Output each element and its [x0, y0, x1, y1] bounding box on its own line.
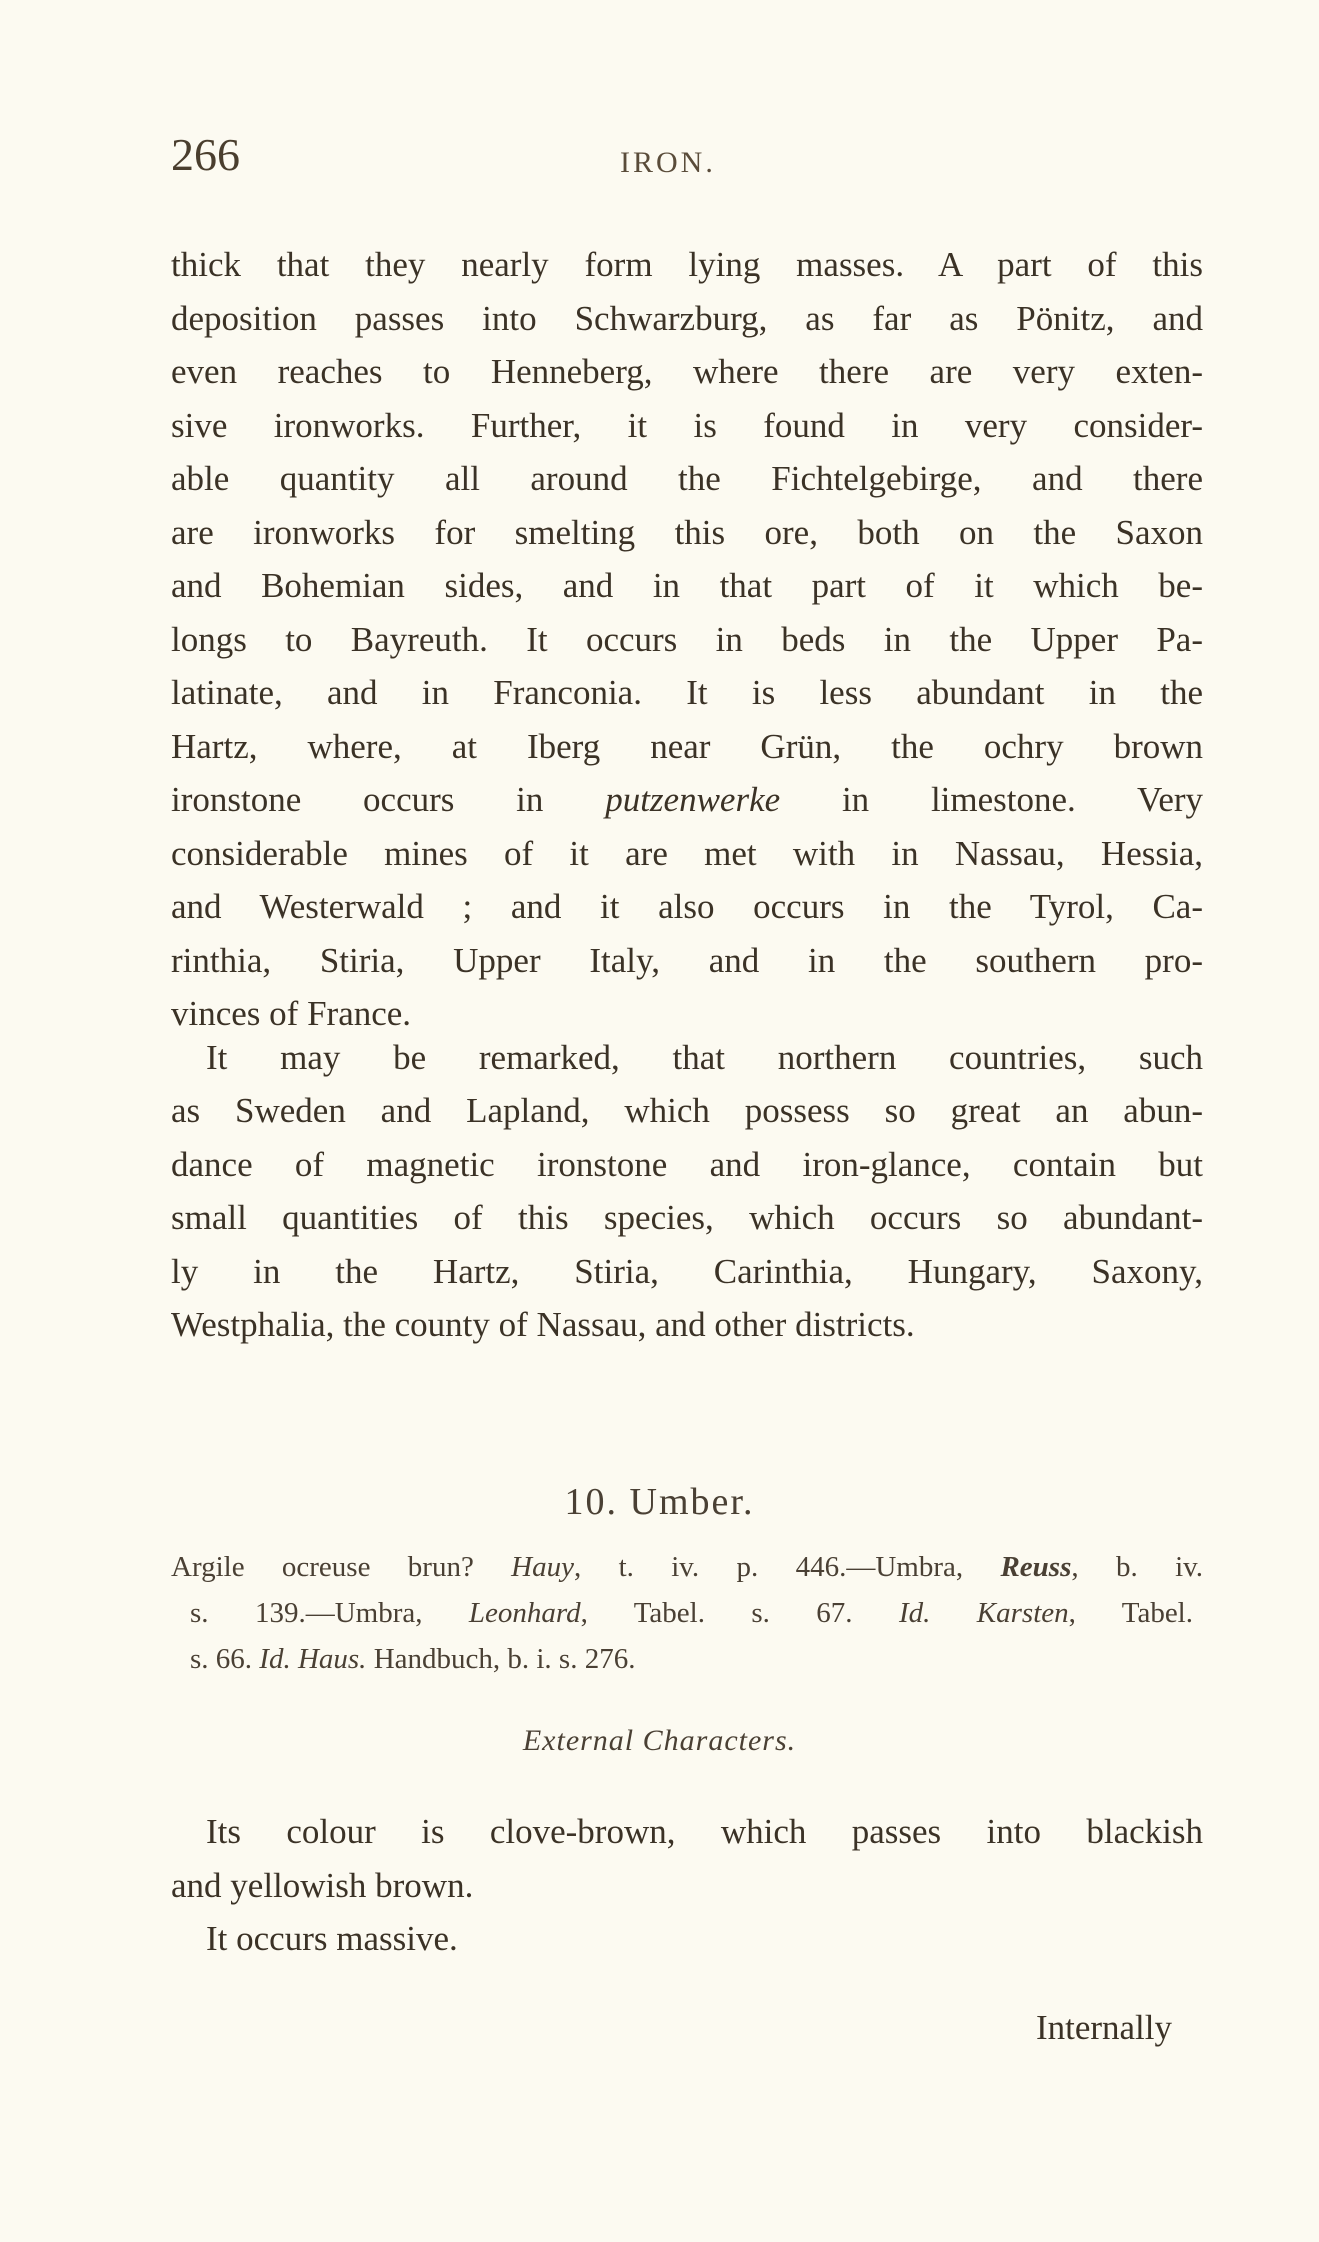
citation-line [190, 1642, 1193, 1676]
text-line: are ironworks for smelting this ore, both on the Saxon [171, 513, 1203, 552]
text-line: and Bohemian sides, and in that part of it which be- [171, 566, 1203, 605]
text-line: as Sweden and Lapland, which possess so great an abun- [171, 1091, 1203, 1130]
text: , b. iv. [1071, 1551, 1203, 1583]
text-line: and Westerwald ; and it also occurs in the Tyrol, Ca- [171, 887, 1203, 926]
text-line: latinate, and in Franconia. It is less abundant in the [171, 673, 1203, 712]
text-line: ly in the Hartz, Stiria, Carinthia, Hungary, Saxony, [171, 1252, 1203, 1291]
text-line: even reaches to Henneberg, where there are very exten- [171, 352, 1203, 391]
running-head: IRON. [620, 146, 716, 179]
text-line: able quantity all around the Fichtelgebirge, and there [171, 459, 1203, 498]
text-line: Hartz, where, at Iberg near Grün, the ochry brown [171, 727, 1203, 766]
section-heading: 10. Umber. [564, 1481, 755, 1523]
text-line: vinces of France. [171, 994, 412, 1033]
text: Argile ocreuse brun? [171, 1551, 512, 1583]
text-line: and yellowish brown. [171, 1866, 474, 1905]
text-line: Its colour is clove-brown, which passes into blackish [206, 1812, 1203, 1851]
text-line: rinthia, Stiria, Upper Italy, and in the southern pro- [171, 941, 1203, 980]
text-line: small quantities of this species, which occurs so abundant- [171, 1198, 1203, 1237]
citation-line [171, 1550, 1203, 1584]
text: , t. iv. p. 446.—Umbra, [574, 1551, 1001, 1583]
text: Handbuch, b. i. s. 276. [366, 1643, 636, 1675]
text-line: It may be remarked, that northern countries, such [206, 1038, 1203, 1077]
author: Hauy [511, 1551, 574, 1583]
text: , Tabel. s. 67. [580, 1597, 899, 1629]
text-line: dance of magnetic ironstone and iron-glance, contain but [171, 1145, 1203, 1184]
text-line: sive ironworks. Further, it is found in very consider- [171, 406, 1203, 445]
text-line: Westphalia, the county of Nassau, and other districts. [171, 1305, 915, 1344]
page-number: 266 [171, 129, 240, 180]
subheading: External Characters. [522, 1724, 797, 1757]
author: Id. Karsten [898, 1597, 1069, 1629]
text-line: considerable mines of it are met with in Nassau, Hessia, [171, 834, 1203, 873]
text-line: It occurs massive. [206, 1919, 458, 1958]
citation-line [190, 1596, 1193, 1630]
author: Id. Haus. [259, 1643, 367, 1675]
text-line: thick that they nearly form lying masses. A part of this [171, 245, 1203, 284]
catchword: Internally [1035, 2008, 1172, 2047]
text-line: longs to Bayreuth. It occurs in beds in the Upper Pa- [171, 620, 1203, 659]
text-line: deposition passes into Schwarzburg, as far as Pönitz, and [171, 299, 1203, 338]
author: Reuss [1000, 1551, 1072, 1583]
italic-term: putzenwerke [605, 780, 781, 819]
text: in limestone. Very [841, 780, 1204, 819]
text: s. 139.—Umbra, [190, 1597, 469, 1629]
text: s. 66. [190, 1643, 260, 1675]
text-line [171, 780, 1203, 820]
text: , Tabel. [1068, 1597, 1193, 1629]
text: ironstone occurs in [171, 780, 544, 819]
author: Leonhard [468, 1597, 581, 1629]
